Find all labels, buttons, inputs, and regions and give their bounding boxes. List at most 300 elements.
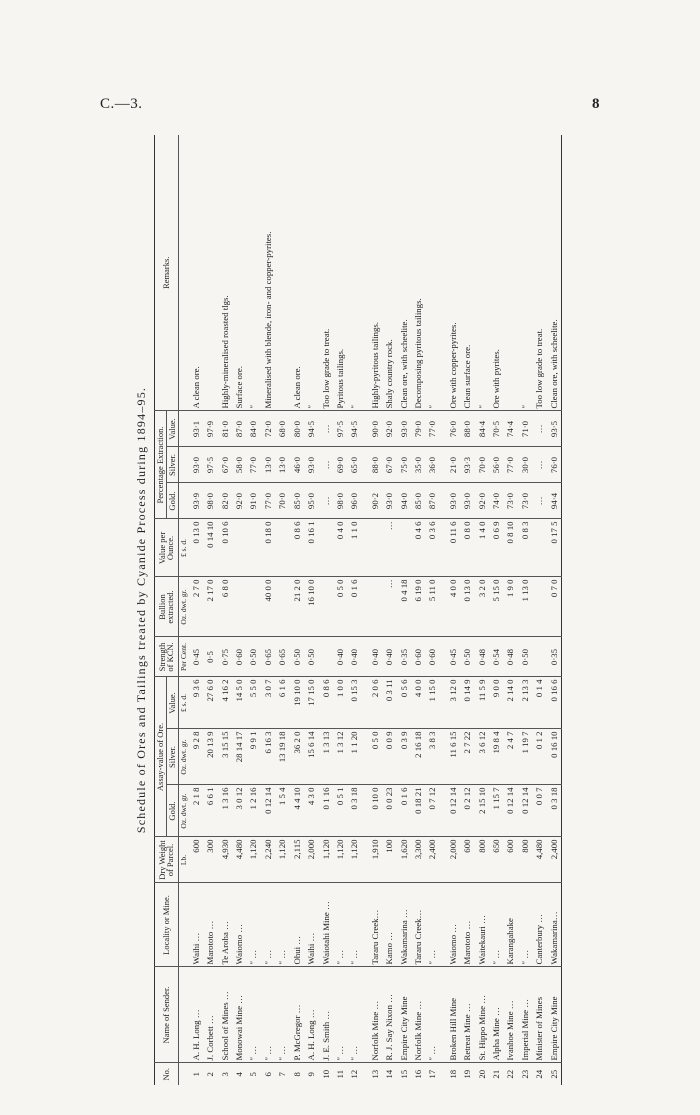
row-assay-silver: 28 14 17 <box>232 729 246 785</box>
row-sender: Empire City Mine <box>397 967 411 1063</box>
row-remarks: Clean surface ore. <box>462 344 473 409</box>
row-value-per-ounce: 0 16 1 <box>304 519 318 577</box>
row-assay-value: 4 16 2 <box>218 677 232 729</box>
row-assay-gold: 0 12 14 <box>261 785 275 837</box>
unit-bullion: Oz. dwt. gr. <box>178 577 189 637</box>
header-no: No. <box>155 1063 179 1085</box>
row-assay-silver: 36 2 0 <box>290 729 304 785</box>
row-sender: ″ … <box>246 967 260 1063</box>
row-value-per-ounce: 0 8 3 <box>518 519 532 577</box>
row-assay-value: 0 5 6 <box>397 677 411 729</box>
row-no: 20 <box>475 1063 489 1085</box>
row-pct-silver: 35·0 <box>411 447 425 483</box>
table-row <box>246 135 260 1085</box>
row-value-per-ounce: 0 4 0 <box>333 519 347 577</box>
row-assay-gold: 1 5 4 <box>275 785 289 837</box>
row-weight: 600 <box>460 837 474 883</box>
table-row <box>189 135 203 1085</box>
row-locality: ″ … <box>261 883 275 967</box>
row-weight: 1,120 <box>246 837 260 883</box>
row-pct-silver: 69·0 <box>333 447 347 483</box>
row-weight: 1,620 <box>397 837 411 883</box>
row-bullion: 0 1 6 <box>347 577 361 637</box>
row-remarks: Too low grade to treat. <box>534 328 545 409</box>
unit-silver: Oz. dwt. gr. <box>178 729 189 785</box>
row-weight: 650 <box>489 837 503 883</box>
unit-value: £ s. d. <box>178 677 189 729</box>
row-pct-silver: 88·0 <box>368 447 382 483</box>
row-assay-silver: 9 2 8 <box>189 729 203 785</box>
row-no: 9 <box>304 1063 318 1085</box>
rotated-schedule <box>128 135 563 1085</box>
row-assay-value: 6 1 6 <box>275 677 289 729</box>
row-bullion: 1 13 0 <box>518 577 532 637</box>
row-sender: ″ … <box>333 967 347 1063</box>
header-assay-silver: Silver. <box>166 729 178 785</box>
row-sender: J. E. Smith … <box>319 967 333 1063</box>
row-assay-gold: 0 1 6 <box>397 785 411 837</box>
row-assay-silver: 2 4 7 <box>503 729 517 785</box>
row-locality: Kamo … <box>382 883 396 967</box>
row-assay-silver: 0 5 0 <box>368 729 382 785</box>
row-assay-value: 0 3 11 <box>382 677 396 729</box>
row-value-per-ounce: 0 17 5 <box>547 519 562 577</box>
row-pct-value: 88·0 <box>460 411 474 447</box>
row-strength: 0·48 <box>475 637 489 677</box>
row-no: 14 <box>382 1063 396 1085</box>
row-assay-value: 9 3 6 <box>189 677 203 729</box>
row-pct-silver: 93·3 <box>460 447 474 483</box>
row-assay-value: 2 14 0 <box>503 677 517 729</box>
row-no: 21 <box>489 1063 503 1085</box>
table-row <box>232 135 246 1085</box>
row-strength: 0·65 <box>261 637 275 677</box>
row-bullion <box>319 577 333 637</box>
row-strength: 0·60 <box>425 637 439 677</box>
row-strength: 0·45 <box>189 637 203 677</box>
row-remarks: Pyritous tailings. <box>334 348 345 409</box>
row-sender: ″ … <box>347 967 361 1063</box>
row-value-per-ounce: 1 1 0 <box>347 519 361 577</box>
table-row <box>275 135 289 1085</box>
row-assay-value: 3 12 0 <box>446 677 460 729</box>
row-remarks: Decomposing pyritous tailings. <box>412 298 423 409</box>
row-locality: ″ … <box>425 883 439 967</box>
row-value-per-ounce: 0 8 10 <box>503 519 517 577</box>
row-pct-value: 92·0 <box>382 411 396 447</box>
row-sender: ″ … <box>261 967 275 1063</box>
unit-gold: Oz. dwt. gr. <box>178 785 189 837</box>
row-bullion <box>275 577 289 637</box>
row-no: 4 <box>232 1063 246 1085</box>
row-sender: Empire City Mine <box>547 967 562 1063</box>
row-locality: Canterbury … <box>532 883 546 967</box>
row-pct-gold: 77·0 <box>261 483 275 519</box>
row-sender: J. Corbett … <box>203 967 217 1063</box>
row-pct-value: 70·5 <box>489 411 503 447</box>
page-reference: C.—3. <box>100 96 143 112</box>
row-assay-gold: 4 4 10 <box>290 785 304 837</box>
row-pct-gold: 82·0 <box>218 483 232 519</box>
row-sender: A. H. Long … <box>189 967 203 1063</box>
row-no: 1 <box>189 1063 203 1085</box>
row-assay-silver: 1 3 12 <box>333 729 347 785</box>
row-bullion: 1 9 0 <box>503 577 517 637</box>
row-value-per-ounce: 0 4 6 <box>411 519 425 577</box>
row-no: 19 <box>460 1063 474 1085</box>
row-pct-value: 79·0 <box>411 411 425 447</box>
row-value-per-ounce <box>368 519 382 577</box>
row-bullion: 0 7 0 <box>547 577 562 637</box>
row-assay-silver: 1 19 7 <box>518 729 532 785</box>
row-no: 2 <box>203 1063 217 1085</box>
row-assay-value: 17 15 0 <box>304 677 318 729</box>
row-pct-gold: 87·0 <box>425 483 439 519</box>
row-no: 17 <box>425 1063 439 1085</box>
header-assay-value: Value. <box>166 677 178 729</box>
row-locality: ″ … <box>275 883 289 967</box>
row-bullion: 21 2 0 <box>290 577 304 637</box>
row-pct-gold: 94·0 <box>397 483 411 519</box>
row-pct-value: … <box>532 411 546 447</box>
row-bullion: 0 5 0 <box>333 577 347 637</box>
row-locality: ″ … <box>518 883 532 967</box>
row-strength: 0·60 <box>411 637 425 677</box>
row-sender: A. H. Long … <box>304 967 318 1063</box>
row-weight: 4,480 <box>532 837 546 883</box>
row-sender: ″ … <box>275 967 289 1063</box>
row-pct-gold: 85·0 <box>290 483 304 519</box>
row-assay-gold: 0 12 14 <box>503 785 517 837</box>
row-bullion: 16 10 0 <box>304 577 318 637</box>
row-remarks: ″ <box>349 404 360 409</box>
row-pct-value: 71·0 <box>518 411 532 447</box>
row-value-per-ounce: 0 13 0 <box>189 519 203 577</box>
row-weight: 1,120 <box>319 837 333 883</box>
header-pct-value: Value. <box>166 411 178 447</box>
row-no: 25 <box>547 1063 562 1085</box>
row-sender: Alpha Mine … <box>489 967 503 1063</box>
row-pct-value: 84·4 <box>475 411 489 447</box>
row-assay-value: 19 10 0 <box>290 677 304 729</box>
row-value-per-ounce: 0 8 0 <box>460 519 474 577</box>
row-locality: Karangahake <box>503 883 517 967</box>
row-pct-silver: 56·0 <box>489 447 503 483</box>
row-remarks: Highly-pyritous tailings. <box>369 322 380 409</box>
row-remarks: A clean ore. <box>190 366 201 409</box>
row-pct-silver: 77·0 <box>503 447 517 483</box>
row-no: 16 <box>411 1063 425 1085</box>
row-assay-gold: 1 15 7 <box>489 785 503 837</box>
row-sender: Minister of Mines <box>532 967 546 1063</box>
row-no: 24 <box>532 1063 546 1085</box>
row-assay-gold: 0 10 0 <box>368 785 382 837</box>
row-pct-silver: 13·0 <box>275 447 289 483</box>
row-no: 5 <box>246 1063 260 1085</box>
row-assay-value: 0 15 3 <box>347 677 361 729</box>
row-pct-silver: 21·0 <box>446 447 460 483</box>
row-locality: Waitekauri … <box>475 883 489 967</box>
row-strength: 0·50 <box>460 637 474 677</box>
row-weight: 2,000 <box>446 837 460 883</box>
row-strength: 0·35 <box>547 637 562 677</box>
header-dry-weight: Dry Weight of Parcel. <box>155 837 179 883</box>
row-pct-silver: 67·0 <box>218 447 232 483</box>
row-sender: Norfolk Mine … <box>411 967 425 1063</box>
row-remarks: Clean ore, with scheelite. <box>398 319 409 409</box>
row-value-per-ounce: 1 4 0 <box>475 519 489 577</box>
row-remarks: Mineralised with blende, iron- and copper-pyrites. <box>262 231 273 409</box>
unit-value-per-ounce: £ s. d. <box>178 519 189 577</box>
row-remarks: A clean ore. <box>291 366 302 409</box>
row-value-per-ounce: 0 3 6 <box>425 519 439 577</box>
row-assay-value: 3 0 7 <box>261 677 275 729</box>
row-assay-silver: 9 9 1 <box>246 729 260 785</box>
row-weight: 300 <box>203 837 217 883</box>
row-pct-gold: 98·0 <box>203 483 217 519</box>
row-sender: Retreat Mine … <box>460 967 474 1063</box>
table-row <box>411 135 425 1085</box>
row-pct-silver: 93·0 <box>189 447 203 483</box>
row-locality: Waiotahi Mine … <box>319 883 333 967</box>
row-value-per-ounce: 0 18 0 <box>261 519 275 577</box>
row-strength: 0·50 <box>290 637 304 677</box>
schedule-title: Schedule of Ores and Tailings treated by Cyanide Process during 1894–95. <box>134 386 148 834</box>
row-weight: 2,400 <box>547 837 562 883</box>
row-value-per-ounce: 0 14 10 <box>203 519 217 577</box>
table-row <box>489 135 503 1085</box>
row-no: 7 <box>275 1063 289 1085</box>
row-bullion: 5 11 0 <box>425 577 439 637</box>
row-strength: 0·40 <box>333 637 347 677</box>
row-bullion: 0 4 18 <box>397 577 411 637</box>
row-remarks: Ore with pyrites. <box>490 349 501 409</box>
row-remarks: ″ <box>427 404 438 409</box>
table-row <box>475 135 489 1085</box>
row-weight: 2,000 <box>304 837 318 883</box>
row-value-per-ounce: 0 10 6 <box>218 519 232 577</box>
row-assay-value: 2 13 3 <box>518 677 532 729</box>
row-assay-silver: 6 16 3 <box>261 729 275 785</box>
row-assay-value: 11 5 9 <box>475 677 489 729</box>
row-pct-value: 77·0 <box>425 411 439 447</box>
row-pct-silver: 76·0 <box>547 447 562 483</box>
row-strength: 0·50 <box>304 637 318 677</box>
row-pct-gold: 92·0 <box>232 483 246 519</box>
row-sender: Ivanhoe Mine … <box>503 967 517 1063</box>
row-assay-value: 5 5 0 <box>246 677 260 729</box>
row-assay-silver: 1 3 13 <box>319 729 333 785</box>
row-locality: Waiomo … <box>446 883 460 967</box>
row-assay-gold: 6 6 1 <box>203 785 217 837</box>
row-pct-silver: 30·0 <box>518 447 532 483</box>
row-strength: 0·45 <box>446 637 460 677</box>
row-pct-silver: 36·0 <box>425 447 439 483</box>
row-pct-gold: 85·0 <box>411 483 425 519</box>
row-pct-value: 68·0 <box>275 411 289 447</box>
row-value-per-ounce <box>275 519 289 577</box>
row-locality: Waihi … <box>189 883 203 967</box>
row-pct-value: 84·0 <box>246 411 260 447</box>
row-locality: ″ … <box>347 883 361 967</box>
row-assay-value: 1 15 0 <box>425 677 439 729</box>
row-weight: 800 <box>518 837 532 883</box>
row-assay-gold: 0 5 1 <box>333 785 347 837</box>
row-remarks: ″ <box>476 404 487 409</box>
row-strength: 0·50 <box>246 637 260 677</box>
row-pct-silver: 97·5 <box>203 447 217 483</box>
row-strength: 0·65 <box>275 637 289 677</box>
row-bullion <box>246 577 260 637</box>
row-assay-gold: 1 2 16 <box>246 785 260 837</box>
row-remarks: Clean ore, with scheelite. <box>548 319 559 409</box>
row-weight: 1,910 <box>368 837 382 883</box>
row-weight: 1,120 <box>333 837 347 883</box>
row-bullion: 3 2 0 <box>475 577 489 637</box>
row-value-per-ounce <box>232 519 246 577</box>
row-sender: Imperial Mine … <box>518 967 532 1063</box>
table-row <box>333 135 347 1085</box>
table-row <box>446 135 460 1085</box>
row-assay-gold: 1 3 16 <box>218 785 232 837</box>
table-row <box>203 135 217 1085</box>
row-locality: ″ … <box>333 883 347 967</box>
row-no: 12 <box>347 1063 361 1085</box>
row-locality: Marototo … <box>203 883 217 967</box>
row-assay-value: 14 5 0 <box>232 677 246 729</box>
row-assay-silver: 0 3 9 <box>397 729 411 785</box>
row-sender: Broken Hill Mine <box>446 967 460 1063</box>
row-pct-silver: … <box>319 447 333 483</box>
row-assay-gold: 0 3 18 <box>547 785 562 837</box>
row-strength: 0·75 <box>218 637 232 677</box>
header-strength: Strength of KCN. <box>155 637 179 677</box>
row-pct-gold: 93·0 <box>446 483 460 519</box>
row-remarks <box>203 135 217 411</box>
row-bullion: 0 13 0 <box>460 577 474 637</box>
row-bullion: 5 15 0 <box>489 577 503 637</box>
header-pct-gold: Gold. <box>166 483 178 519</box>
row-assay-gold: 0 1 16 <box>319 785 333 837</box>
row-pct-silver: … <box>532 447 546 483</box>
table-row <box>518 135 532 1085</box>
row-assay-silver: 0 1 2 <box>532 729 546 785</box>
header-assay-gold: Gold. <box>166 785 178 837</box>
row-assay-value: 2 0 6 <box>368 677 382 729</box>
row-pct-value: 94·5 <box>347 411 361 447</box>
row-pct-value: 97·5 <box>333 411 347 447</box>
table-row <box>261 135 275 1085</box>
row-pct-value: 97·9 <box>203 411 217 447</box>
row-assay-silver: 3 8 3 <box>425 729 439 785</box>
row-locality: Marototo … <box>460 883 474 967</box>
units-row <box>178 135 189 1085</box>
row-value-per-ounce: … <box>382 519 396 577</box>
row-pct-value: 93·1 <box>189 411 203 447</box>
row-pct-gold: 95·0 <box>304 483 318 519</box>
row-locality: Te Aroha … <box>218 883 232 967</box>
row-pct-silver: 93·0 <box>304 447 318 483</box>
row-pct-value: 74·4 <box>503 411 517 447</box>
row-remarks: Shaly country rock. <box>384 339 395 409</box>
row-assay-gold: 0 0 7 <box>532 785 546 837</box>
row-weight: 2,115 <box>290 837 304 883</box>
row-pct-silver: 75·0 <box>397 447 411 483</box>
row-pct-gold: 98·0 <box>333 483 347 519</box>
row-pct-value: 80·0 <box>290 411 304 447</box>
row-strength: 0·50 <box>518 637 532 677</box>
row-locality: Ohui … <box>290 883 304 967</box>
row-strength <box>319 637 333 677</box>
row-strength: 0·5 <box>203 637 217 677</box>
row-no: 23 <box>518 1063 532 1085</box>
row-assay-gold: 0 12 14 <box>518 785 532 837</box>
row-pct-value: 90·0 <box>368 411 382 447</box>
row-assay-gold: 0 0 23 <box>382 785 396 837</box>
row-sender: ″ … <box>425 967 439 1063</box>
row-sender: School of Mines … <box>218 967 232 1063</box>
row-strength: 0·48 <box>503 637 517 677</box>
table-row <box>397 135 411 1085</box>
row-assay-gold: 0 3 18 <box>347 785 361 837</box>
header-value-per-ounce: Value per Ounce. <box>155 519 179 577</box>
row-locality: Wakamarina… <box>547 883 562 967</box>
row-assay-value: 1 0 0 <box>333 677 347 729</box>
row-no: 22 <box>503 1063 517 1085</box>
row-assay-gold: 0 12 14 <box>446 785 460 837</box>
page-number: 8 <box>592 96 600 112</box>
row-assay-gold: 0 2 12 <box>460 785 474 837</box>
table-row <box>532 135 546 1085</box>
row-pct-silver: 13·0 <box>261 447 275 483</box>
row-assay-silver: 0 0 9 <box>382 729 396 785</box>
schedule-table <box>154 135 562 1085</box>
table-row <box>425 135 439 1085</box>
row-no: 18 <box>446 1063 460 1085</box>
row-pct-value: 72·0 <box>261 411 275 447</box>
row-strength: 0·35 <box>397 637 411 677</box>
row-pct-value: 76·0 <box>446 411 460 447</box>
header-locality: Locality or Mine. <box>155 883 179 967</box>
row-strength: 0·40 <box>368 637 382 677</box>
row-assay-silver: 19 8 4 <box>489 729 503 785</box>
row-pct-silver: 77·0 <box>246 447 260 483</box>
row-assay-gold: 0 18 21 <box>411 785 425 837</box>
row-assay-silver: 20 13 9 <box>203 729 217 785</box>
schedule-body <box>178 135 561 1085</box>
row-locality: ″ … <box>489 883 503 967</box>
row-assay-silver: 15 6 14 <box>304 729 318 785</box>
row-weight: 800 <box>475 837 489 883</box>
row-weight: 4,930 <box>218 837 232 883</box>
row-pct-gold: 92·0 <box>475 483 489 519</box>
row-strength: 0·54 <box>489 637 503 677</box>
table-row <box>218 135 232 1085</box>
row-sender: P. McGregor … <box>290 967 304 1063</box>
unit-weight: Lb. <box>178 837 189 883</box>
header-bullion: Bullion extracted. <box>155 577 179 637</box>
row-remarks: Surface ore. <box>234 366 245 409</box>
row-strength <box>532 637 546 677</box>
row-weight: 2,240 <box>261 837 275 883</box>
table-row <box>290 135 304 1085</box>
row-bullion: 6 8 0 <box>218 577 232 637</box>
row-assay-gold: 3 0 12 <box>232 785 246 837</box>
row-pct-silver: 67·0 <box>382 447 396 483</box>
row-remarks: Too low grade to treat. <box>320 328 331 409</box>
row-value-per-ounce <box>246 519 260 577</box>
row-assay-value: 0 8 6 <box>319 677 333 729</box>
